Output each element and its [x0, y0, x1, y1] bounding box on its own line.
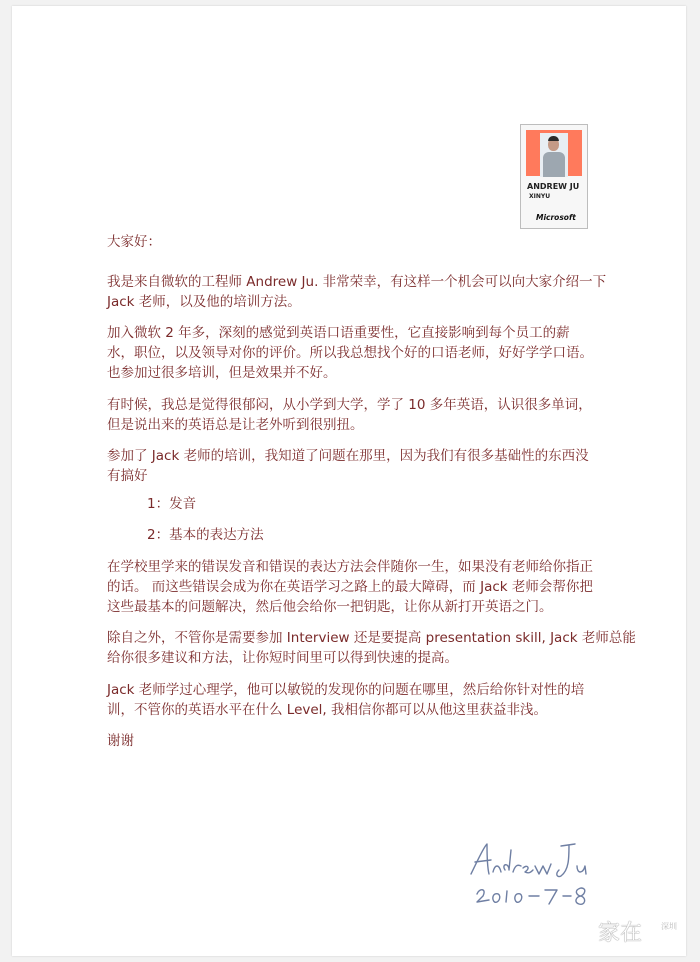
badge-photo-person-body: [543, 152, 565, 177]
badge-alias: XINYU: [529, 193, 551, 200]
paragraph-6-line-2: 给你很多建议和方法，让你短时间里可以得到快速的提高。: [107, 650, 458, 666]
site-watermark-small: 深圳: [661, 922, 677, 931]
employee-badge: [520, 124, 588, 229]
list-item-2: 2：基本的表达方法: [147, 527, 264, 543]
paragraph-2-line-1: 加入微软 2 年多，深刻的感觉到英语口语重要性，它直接影响到每个员工的薪: [107, 325, 570, 341]
badge-photo-person-hair: [548, 136, 559, 141]
letter-closing: 谢谢: [107, 733, 134, 749]
paragraph-3-line-2: 但是说出来的英语总是让老外听到很别扭。: [107, 417, 364, 433]
paragraph-5-line-1: 在学校里学来的错误发音和错误的表达方法会伴随你一生，如果没有老师给你指正: [107, 559, 593, 575]
microsoft-logo: Microsoft: [536, 213, 576, 222]
paragraph-7-line-2: 训，不管你的英语水平在什么 Level, 我相信你都可以从他这里获益非浅。: [107, 702, 548, 718]
paragraph-2-line-3: 也参加过很多培训，但是效果并不好。: [107, 365, 337, 381]
paragraph-4-line-2: 有搞好: [107, 468, 148, 484]
paragraph-1-line-2: Jack 老师，以及他的培训方法。: [107, 294, 301, 310]
paragraph-2-line-2: 水，职位，以及领导对你的评价。所以我总想找个好的口语老师，好好学学口语。: [107, 345, 593, 361]
paragraph-1-line-1: 我是来自微软的工程师 Andrew Ju. 非常荣幸，有这样一个机会可以向大家介绍一下: [107, 274, 607, 290]
site-watermark: 家在: [598, 921, 643, 946]
badge-name: ANDREW JU: [527, 182, 580, 191]
handwritten-signature: [465, 836, 605, 911]
paragraph-6-line-1: 除自之外，不管你是需要参加 Interview 还是要提高 presentation skill, Jack 老师总能: [107, 630, 636, 646]
paragraph-3-line-1: 有时候，我总是觉得很郁闷，从小学到大学，学了 10 多年英语，认识很多单词，: [107, 397, 592, 413]
letter-greeting: 大家好：: [107, 234, 161, 250]
paragraph-5-line-2: 的话。 而这些错误会成为你在英语学习之路上的最大障碍，而 Jack 老师会帮你把: [107, 579, 593, 595]
paragraph-4-line-1: 参加了 Jack 老师的培训，我知道了问题在那里，因为我们有很多基础性的东西没: [107, 448, 589, 464]
paragraph-5-line-3: 这些最基本的问题解决，然后他会给你一把钥匙，让你从新打开英语之门。: [107, 599, 553, 615]
paragraph-7-line-1: Jack 老师学过心理学，他可以敏锐的发现你的问题在哪里，然后给你针对性的培: [107, 682, 585, 698]
list-item-1: 1：发音: [147, 496, 197, 512]
